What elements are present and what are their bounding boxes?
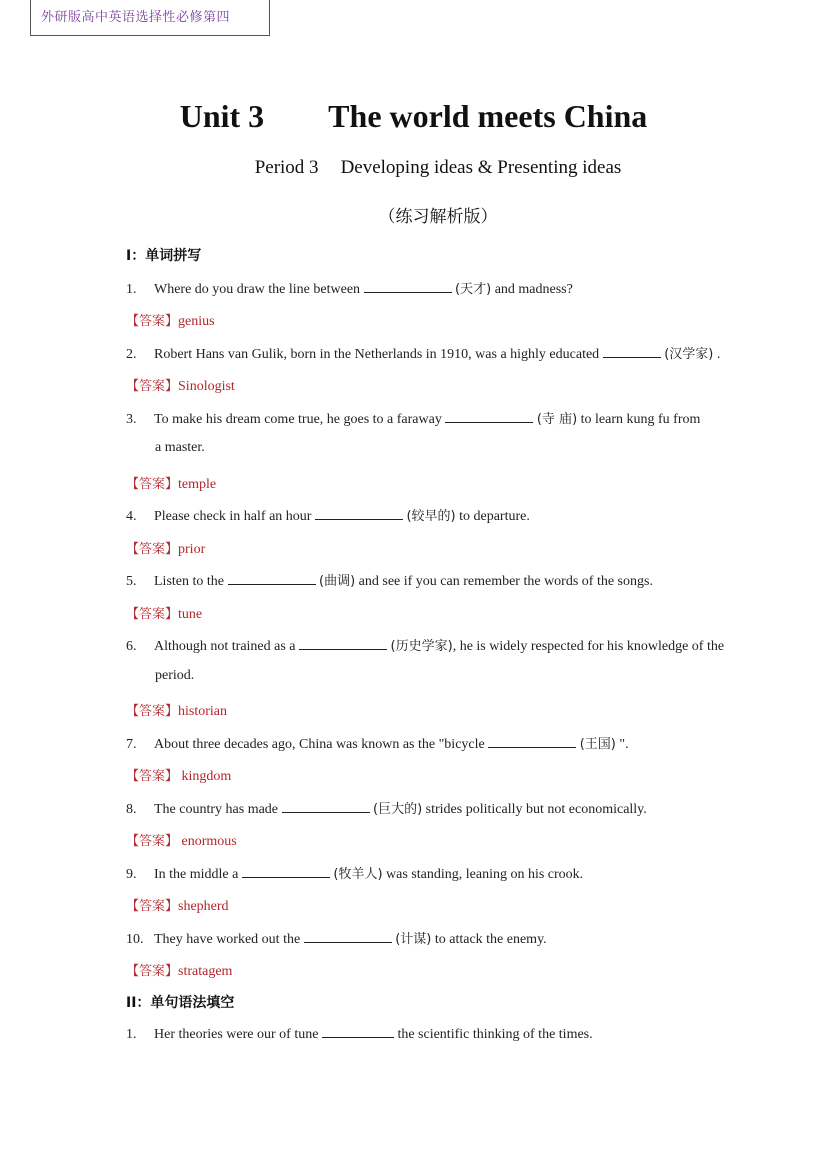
answer-value: Sinologist <box>178 379 235 394</box>
question-continuation: a master. <box>155 440 205 455</box>
question-continuation: period. <box>155 668 195 683</box>
answer-blank <box>228 572 316 585</box>
answer-tag: 【答案】 <box>126 899 179 914</box>
chinese-hint: (巨大的) <box>373 802 423 817</box>
answer-tag: 【答案】 <box>126 834 179 849</box>
answer-line <box>126 603 202 623</box>
period-label: Period 3 <box>254 157 319 178</box>
answer-tag: 【答案】 <box>126 379 179 394</box>
answer-blank <box>364 280 452 293</box>
answer-blank <box>299 637 387 650</box>
answer-blank <box>322 1025 394 1038</box>
answer-tag: 【答案】 <box>126 607 179 622</box>
answer-tag: 【答案】 <box>126 314 179 329</box>
question-number: 2. <box>126 347 137 362</box>
answer-blank <box>282 800 370 813</box>
question-number: 5. <box>126 574 137 589</box>
answer-line <box>126 895 229 915</box>
answer-line <box>126 538 205 558</box>
question-item: 10. They have worked out the (计谋) to attack the enemy. <box>126 932 547 947</box>
period-topic: Developing ideas & Presenting ideas <box>340 157 622 178</box>
answer-line <box>126 960 232 980</box>
answer-blank <box>242 865 330 878</box>
answer-line <box>126 700 227 720</box>
question-number: 6. <box>126 639 137 654</box>
answer-line <box>126 375 235 395</box>
answer-value: genius <box>178 314 215 329</box>
question-item: 1. Where do you draw the line between (天才) and madness? <box>126 282 573 297</box>
answer-value: enormous <box>181 834 237 849</box>
page-subtitle <box>0 157 827 179</box>
question-number: 3. <box>126 412 137 427</box>
section-2-heading: II：单句语法填空 <box>126 995 235 1011</box>
unit-name: The world meets China <box>328 98 648 134</box>
chinese-hint: (王国) <box>579 737 616 752</box>
chinese-hint: (天才) <box>455 282 492 297</box>
unit-label: Unit 3 <box>179 98 265 134</box>
chinese-hint: (曲调) <box>319 574 356 589</box>
answer-blank <box>488 735 576 748</box>
answer-tag: 【答案】 <box>126 477 179 492</box>
chinese-hint: (寺 庙) <box>536 412 578 427</box>
answer-value: tune <box>178 607 203 622</box>
question-number: 9. <box>126 867 137 882</box>
answer-blank <box>315 507 403 520</box>
question-number: 8. <box>126 802 137 817</box>
answer-value: temple <box>178 477 217 492</box>
answer-tag: 【答案】 <box>126 704 179 719</box>
chinese-hint: (汉学家) <box>664 347 714 362</box>
answer-blank <box>304 930 392 943</box>
question-item: 4. Please check in half an hour (较早的) to departure. <box>126 509 530 524</box>
answer-value: shepherd <box>178 899 229 914</box>
answer-blank <box>445 410 533 423</box>
answer-value: kingdom <box>181 769 232 784</box>
answer-value: prior <box>178 542 206 557</box>
question-item: 2. Robert Hans van Gulik, born in the Netherlands in 1910, was a highly educated (汉学家) . <box>126 347 721 362</box>
question-item: 3. To make his dream come true, he goes to a faraway (寺 庙) to learn kung fu from <box>126 412 701 427</box>
question-number: 1. <box>126 1027 137 1042</box>
question-item: 1. Her theories were our of tune the scientific thinking of the times. <box>126 1027 593 1042</box>
section-1-heading: I：单词拼写 <box>126 248 202 264</box>
question-number: 1. <box>126 282 137 297</box>
question-item: 7. About three decades ago, China was known as the "bicycle (王国) ". <box>126 737 629 752</box>
question-number: 7. <box>126 737 137 752</box>
answer-tag: 【答案】 <box>126 964 179 979</box>
answer-line <box>126 310 215 330</box>
version-label: （练习解析版） <box>378 207 498 227</box>
header-label: 外研版高中英语选择性必修第四 <box>30 0 270 36</box>
answer-value: stratagem <box>178 964 233 979</box>
question-item: 8. The country has made (巨大的) strides politically but not economically. <box>126 802 647 817</box>
question-item: 5. Listen to the (曲调) and see if you can remember the words of the songs. <box>126 574 653 589</box>
answer-tag: 【答案】 <box>126 542 179 557</box>
answer-blank <box>603 345 661 358</box>
page-title <box>0 98 827 135</box>
chinese-hint: (较早的) <box>406 509 456 524</box>
answer-line <box>126 830 237 850</box>
answer-value: historian <box>178 704 228 719</box>
question-number: 4. <box>126 509 137 524</box>
chinese-hint: (计谋) <box>395 932 432 947</box>
chinese-hint: (历史学家) <box>390 639 453 654</box>
question-item: 9. In the middle a (牧羊人) was standing, leaning on his crook. <box>126 867 584 882</box>
question-item: 6. Although not trained as a (历史学家), he is widely respected for his knowledge of the <box>126 639 725 654</box>
answer-tag: 【答案】 <box>126 769 179 784</box>
answer-line <box>126 473 216 493</box>
question-number: 10. <box>126 932 144 947</box>
chinese-hint: (牧羊人) <box>333 867 383 882</box>
answer-line <box>126 765 231 785</box>
